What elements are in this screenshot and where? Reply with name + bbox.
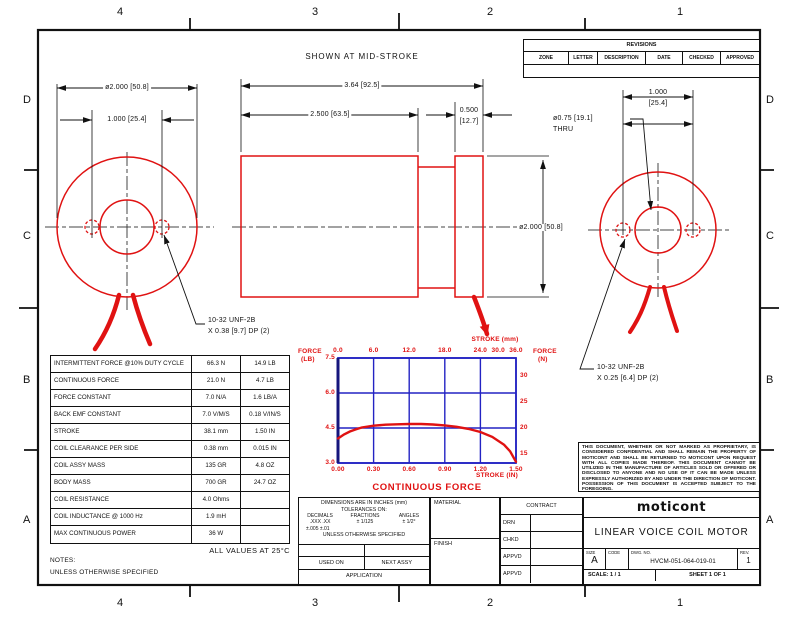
tolerance-val-decimals2: ±.005 ±.01 [306, 525, 330, 532]
spec-row [51, 492, 289, 509]
zone-row-left: D [23, 94, 31, 106]
zone-col-top: 2 [486, 6, 494, 18]
tolerance-val-angles: ± 1/2° [402, 519, 416, 526]
rev-value: 1 [746, 556, 751, 565]
signoff-row [501, 549, 582, 566]
chart-left-axis-title-1: FORCE [298, 348, 322, 355]
proprietary-note: THIS DOCUMENT, WHETHER OR NOT MARKED AS PROPRIETARY, IS CONSIDERED CONFIDENTIAL AND SHALL REMAIN THE PROPERTY OF MOTICONT AND SHALL BE RETURNED TO MOTICONT UPON REQUEST WITH ALL COPIES MADE THEREOF. THIS DOCUMENT CANNOT BE UTILIZED IN THE MANUFACTURE OF ARTICLES SOLD OR OFFERED OR DISCLOSED TO ANYONE AND NO USE OF IT CAN BE MADE UNLESS EXPRESSLY AUTHORIZED BY AND UNDER THE DIRECTION OF MOTICONT. POSSESSION OF THIS DOCUMENT IS ACCEPTED SUBJECT TO THE FOREGOING. [578, 442, 760, 492]
spec-row [51, 458, 289, 475]
spec-row [51, 356, 289, 373]
rev-col-approved: APPROVED [725, 55, 755, 61]
spec-parameter: STROKE [51, 424, 192, 440]
chart-top-axis-title: STROKE (mm) [471, 336, 519, 343]
dim-label-plate-width-in: 0.500 [459, 107, 479, 114]
spec-parameter: COIL RESISTANCE [51, 492, 192, 508]
rev-col-description: DESCRIPTION [598, 52, 646, 64]
zone-col-bottom: 3 [311, 597, 319, 609]
application-empty-row [299, 544, 429, 556]
chart-left-tick: 4.5 [325, 424, 335, 431]
chart-right-tick: 15 [520, 450, 528, 458]
bore-callout-line1: ø0.75 [19.1] [553, 115, 593, 122]
dim-label-right-spacing-in: 1.000 [648, 89, 668, 96]
size-cell [584, 549, 606, 569]
zone-row-left: C [23, 230, 31, 242]
signoff-label: CHKD [501, 532, 531, 548]
zone-row-right: A [766, 514, 774, 526]
chart-left-tick: 3.0 [325, 459, 335, 466]
spec-value-metric: 0.38 mm [192, 441, 241, 457]
spec-row [51, 441, 289, 458]
chart-top-tick: 0.0 [333, 347, 343, 354]
dim-label-plate-width-mm: [12.7] [459, 118, 479, 125]
lead-wires-right [630, 287, 677, 332]
notes-line: UNLESS OTHERWISE SPECIFIED [50, 569, 159, 576]
tolerance-val-decimals: .XXX .XX [309, 519, 331, 526]
zone-col-bottom: 1 [676, 597, 684, 609]
signoff-value [531, 515, 582, 531]
signoff-value [531, 549, 582, 565]
zone-col-bottom: 2 [486, 597, 494, 609]
signoff-rows [501, 515, 582, 583]
zone-row-right: B [766, 374, 774, 386]
finish-label: FINISH [431, 538, 499, 584]
extension-lines [57, 79, 693, 297]
dwg-no-value: HVCM-051-064-019-01 [650, 558, 716, 565]
dim-label-overall: 3.64 [92.5] [344, 82, 380, 89]
chart-right-tick: 30 [520, 371, 528, 379]
lead-wires-left [95, 295, 150, 349]
continuous-force-chart [338, 358, 516, 463]
spec-value-imperial: 4.8 OZ [255, 462, 275, 469]
rev-col-date: DATE [646, 52, 683, 64]
chart-title: CONTINUOUS FORCE [372, 482, 482, 493]
spec-value-imperial: 24.7 OZ [253, 479, 277, 486]
chart-right-axis-title-2: (N) [538, 356, 548, 363]
used-on-row [299, 556, 429, 569]
zone-row-right: C [766, 230, 774, 242]
spec-row [51, 373, 289, 390]
leader-bore-callout [630, 119, 651, 210]
chart-bottom-tick: 0.60 [402, 466, 416, 473]
signoff-label: APPVD [501, 566, 531, 583]
size-value: A [591, 555, 598, 566]
spec-value-metric: 38.1 mm [192, 424, 241, 440]
tolerance-col-decimals: DECIMALS [307, 513, 333, 520]
spec-parameter: FORCE CONSTANT [51, 390, 192, 406]
leader-right-tap-callout [580, 239, 625, 369]
spec-value-metric: 4.0 Ohms [192, 492, 241, 508]
code-cell [606, 549, 629, 569]
dim-label-left-hole-spacing: 1.000 [25.4] [107, 116, 147, 123]
rev-col-letter: LETTER [569, 52, 598, 64]
specification-table [50, 355, 290, 544]
spec-value-imperial: 1.50 IN [255, 428, 275, 435]
all-values-note: ALL VALUES AT 25°C [209, 546, 290, 555]
rev-col-zone: ZONE [524, 52, 569, 64]
tolerance-val-fractions: ± 1/125 [356, 519, 374, 526]
spec-value-metric: 36 W [192, 526, 241, 543]
chart-right-axis-title-1: FORCE [533, 348, 557, 355]
scale-row [584, 570, 759, 581]
spec-value-imperial [241, 526, 289, 543]
tolerance-line1: DIMENSIONS ARE IN INCHES (mm) [321, 500, 407, 506]
left-tap-callout-line1: 10-32 UNF-2B [208, 317, 256, 324]
tolerance-line6: UNLESS OTHERWISE SPECIFIED [322, 531, 406, 538]
application-label: APPLICATION [299, 569, 429, 584]
revisions-table [523, 39, 760, 78]
dwg-no-label: DWG. NO. [631, 550, 652, 555]
drawing-title: LINEAR VOICE COIL MOTOR [584, 518, 759, 549]
mid-stroke-note: SHOWN AT MID-STROKE [305, 52, 419, 61]
contract-label: CONTRACT [501, 498, 582, 515]
chart-bottom-tick: 0.00 [331, 466, 345, 473]
next-assy-label: NEXT ASSY [381, 560, 412, 566]
stroke-direction-arrow [474, 297, 487, 334]
chart-bottom-tick: 1.50 [509, 466, 523, 473]
spec-row [51, 475, 289, 492]
spec-parameter: COIL ASSY MASS [51, 458, 192, 474]
used-on-label: USED ON [299, 557, 365, 569]
signoff-label: DRN [501, 515, 531, 531]
chart-left-tick: 6.0 [325, 389, 335, 396]
revisions-header-row [524, 52, 759, 65]
drawing-info-row [584, 549, 759, 570]
spec-value-metric: 66.3 N [192, 356, 241, 372]
zone-col-top: 4 [116, 6, 124, 18]
zone-col-bottom: 4 [116, 597, 124, 609]
chart-top-tick: 24.0 [473, 347, 488, 354]
chart-top-tick: 30.0 [491, 347, 505, 354]
spec-value-metric: 7.0 V/M/S [192, 407, 241, 423]
rev-col-checked: CHECKED [683, 52, 721, 64]
chart-top-tick: 36.0 [509, 347, 523, 354]
chart-left-tick: 7.5 [325, 354, 335, 361]
signoff-row [501, 515, 582, 532]
spec-row [51, 509, 289, 526]
spec-parameter: COIL CLEARANCE PER SIDE [51, 441, 192, 457]
chart-bottom-tick: 0.90 [438, 466, 452, 473]
spec-parameter: CONTINUOUS FORCE [51, 373, 192, 389]
signoff-block [500, 497, 583, 585]
revisions-title: REVISIONS [524, 40, 759, 52]
spec-row [51, 424, 289, 441]
spec-value-imperial: 0.18 V/IN/S [249, 411, 281, 418]
left-tap-callout-line2: X 0.38 [9.7] DP (2) [208, 328, 270, 335]
chart-frame [338, 358, 516, 463]
spec-row [51, 390, 289, 407]
zone-row-left: B [23, 374, 31, 386]
signoff-row [501, 566, 582, 583]
right-tap-callout-line2: X 0.25 [6.4] DP (2) [597, 375, 659, 382]
spec-parameter: BODY MASS [51, 475, 192, 491]
scale-value: 1 / 1 [610, 572, 621, 578]
spec-row [51, 407, 289, 424]
centerlines [45, 152, 730, 312]
chart-top-tick: 12.0 [402, 347, 416, 354]
chart-top-tick: 6.0 [368, 347, 379, 354]
signoff-value [531, 566, 582, 583]
leader-left-tap-callout [164, 235, 205, 324]
tolerance-col-angles: ANGLES [398, 513, 420, 520]
spec-parameter: MAX CONTINUOUS POWER [51, 526, 192, 543]
scale-label: SCALE: [588, 572, 609, 578]
spec-parameter: BACK EMF CONSTANT [51, 407, 192, 423]
dim-label-body: 2.500 [63.5] [310, 111, 350, 118]
sheet-count: SHEET 1 OF 1 [689, 572, 726, 578]
spec-value-metric: 21.0 N [192, 373, 241, 389]
rev-label: REV. [740, 550, 750, 555]
signoff-value [531, 532, 582, 548]
signoff-label: APPVD [501, 549, 531, 565]
notes-label: NOTES: [50, 557, 76, 564]
spec-value-metric: 700 GR [192, 475, 241, 491]
spec-value-imperial: 1.6 LB/A [253, 394, 277, 401]
spec-value-imperial: 4.7 LB [256, 377, 274, 384]
dim-label-left-outer-dia: ø2.000 [50.8] [105, 84, 149, 91]
spec-value-metric: 1.9 mH [192, 509, 241, 525]
rev-cell [738, 549, 759, 569]
title-block [583, 497, 760, 585]
spec-value-imperial [241, 492, 289, 508]
spec-value-imperial [241, 509, 289, 525]
tolerance-block [298, 497, 430, 585]
dwg-no-cell [629, 549, 738, 569]
dim-label-right-spacing-mm: [25.4] [648, 100, 668, 107]
spec-row [51, 526, 289, 543]
size-label: SIZE [586, 550, 596, 555]
right-tap-callout-line1: 10-32 UNF-2B [597, 364, 645, 371]
zone-col-top: 3 [311, 6, 319, 18]
material-label: MATERIAL [434, 500, 462, 506]
chart-left-axis-title-2: (LB) [301, 356, 315, 363]
spec-parameter: COIL INDUCTANCE @ 1000 Hz [51, 509, 192, 525]
signoff-row [501, 532, 582, 549]
revisions-empty-row [524, 65, 759, 77]
chart-top-tick: 18.0 [438, 347, 452, 354]
code-label: CODE [608, 550, 621, 555]
bore-callout-line2: THRU [553, 126, 574, 133]
chart-bottom-axis-title: STROKE (IN) [476, 472, 518, 479]
zone-col-top: 1 [676, 6, 684, 18]
continuous-force-curve [338, 424, 516, 462]
spec-value-imperial: 14.9 LB [254, 360, 276, 367]
scale-cell [584, 570, 656, 581]
chart-right-tick: 25 [520, 397, 528, 405]
spec-parameter: INTERMITTENT FORCE @10% DUTY CYCLE [51, 356, 192, 372]
spec-value-metric: 135 GR [192, 458, 241, 474]
material-block [430, 497, 500, 585]
zone-row-right: D [766, 94, 774, 106]
spec-value-metric: 7.0 N/A [192, 390, 241, 406]
chart-right-tick: 20 [520, 424, 528, 432]
zone-row-left: A [23, 514, 31, 526]
brand-logo: moticont [584, 498, 759, 518]
chart-bottom-tick: 1.20 [473, 466, 488, 473]
chart-bottom-tick: 0.30 [366, 466, 381, 473]
dim-label-plate-dia: ø2.000 [50.8] [519, 224, 563, 231]
spec-value-imperial: 0.015 IN [253, 445, 277, 452]
tolerance-col-fractions: FRACTIONS [350, 513, 380, 520]
tolerance-line2: TOLERANCES ON: [341, 506, 387, 513]
